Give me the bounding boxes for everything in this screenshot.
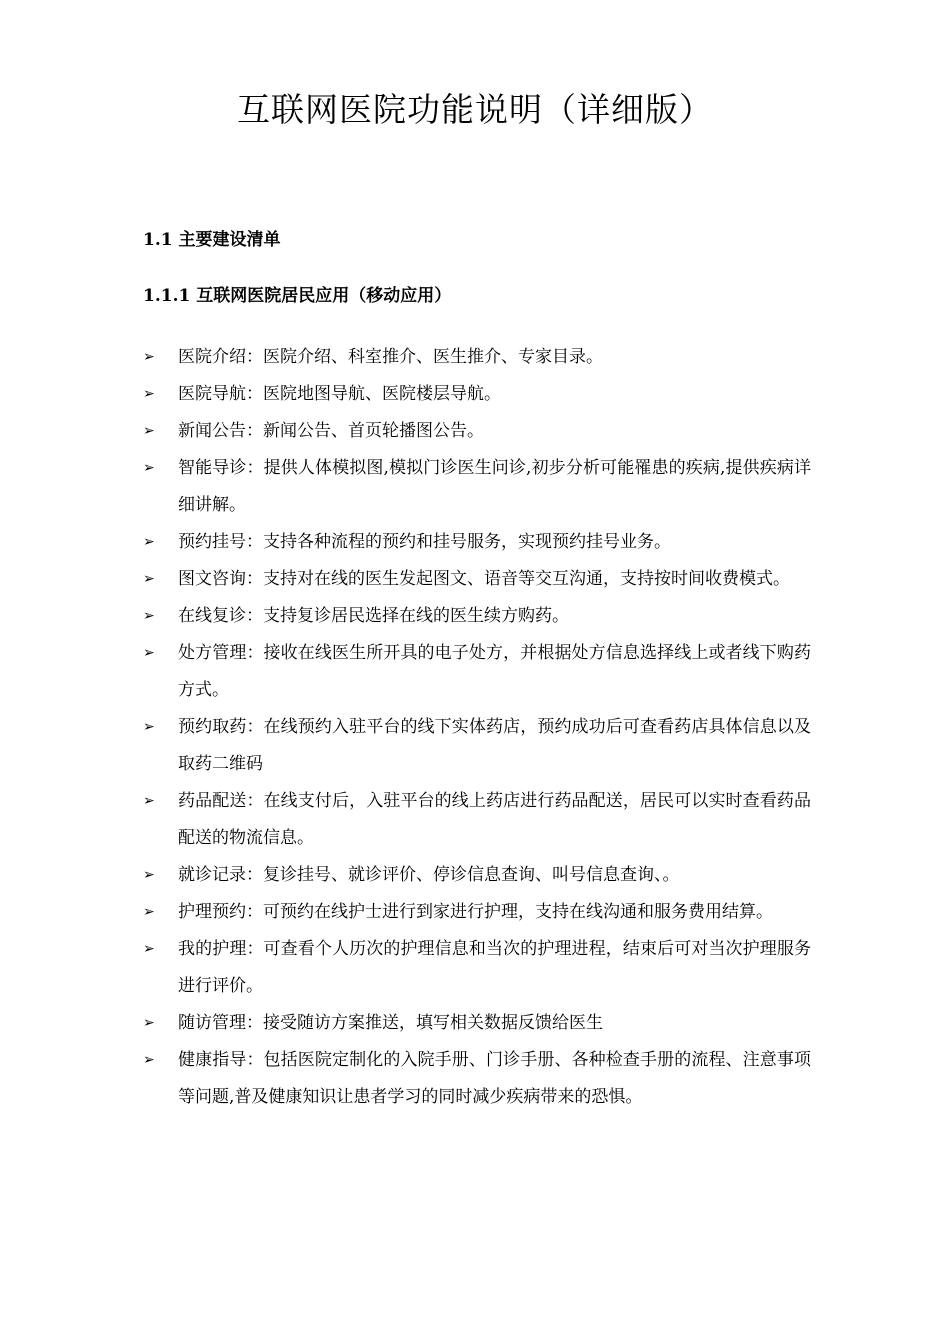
arrow-bullet-icon: ➢	[143, 349, 155, 365]
arrow-bullet-icon: ➢	[143, 423, 155, 439]
list-item-text: 随访管理：接受随访方案推送，填写相关数据反馈给医生	[178, 1013, 603, 1033]
list-item	[143, 376, 811, 413]
list-item-text: 新闻公告：新闻公告、首页轮播图公告。	[178, 421, 484, 441]
list-item	[143, 561, 811, 598]
list-item-text: 就诊记录：复诊挂号、就诊评价、停诊信息查询、叫号信息查询、。	[178, 865, 680, 885]
arrow-bullet-icon: ➢	[143, 386, 155, 402]
section-heading: 1.1 主要建设清单	[143, 230, 281, 250]
list-item-text: 药品配送：在线支付后，入驻平台的线上药店进行药品配送，居民可以实时查看药品配送的物流信息。	[178, 791, 811, 848]
list-item-text: 处方管理：接收在线医生所开具的电子处方，并根据处方信息选择线上或者线下购药方式。	[178, 643, 811, 700]
list-item-text: 预约取药：在线预约入驻平台的线下实体药店，预约成功后可查看药店具体信息以及取药二维码	[178, 717, 811, 774]
list-item	[143, 413, 811, 450]
list-item	[143, 894, 811, 931]
arrow-bullet-icon: ➢	[143, 571, 155, 587]
arrow-bullet-icon: ➢	[143, 1052, 155, 1068]
feature-list	[143, 339, 811, 1116]
list-item	[143, 1042, 811, 1116]
arrow-bullet-icon: ➢	[143, 867, 155, 883]
list-item-text: 预约挂号：支持各种流程的预约和挂号服务，实现预约挂号业务。	[178, 532, 671, 552]
list-item-text: 在线复诊：支持复诊居民选择在线的医生续方购药。	[178, 606, 569, 626]
list-item	[143, 339, 811, 376]
list-item-text: 图文咨询：支持对在线的医生发起图文、语音等交互沟通，支持按时间收费模式。	[178, 569, 790, 589]
arrow-bullet-icon: ➢	[143, 941, 155, 957]
list-item	[143, 931, 811, 1005]
list-item	[143, 857, 811, 894]
list-item	[143, 524, 811, 561]
document-title: 互联网医院功能说明（详细版）	[237, 90, 713, 129]
list-item	[143, 1005, 811, 1042]
arrow-bullet-icon: ➢	[143, 460, 155, 476]
arrow-bullet-icon: ➢	[143, 719, 155, 735]
list-item-text: 健康指导：包括医院定制化的入院手册、门诊手册、各种检查手册的流程、注意事项等问题,普及健康知识让患者学习的同时减少疾病带来的恐惧。	[178, 1050, 811, 1107]
arrow-bullet-icon: ➢	[143, 1015, 155, 1031]
list-item	[143, 598, 811, 635]
arrow-bullet-icon: ➢	[143, 534, 155, 550]
list-item	[143, 450, 811, 524]
arrow-bullet-icon: ➢	[143, 904, 155, 920]
list-item-text: 智能导诊：提供人体模拟图,模拟门诊医生问诊,初步分析可能罹患的疾病,提供疾病详细讲解。	[178, 458, 811, 515]
list-item	[143, 783, 811, 857]
arrow-bullet-icon: ➢	[143, 793, 155, 809]
list-item	[143, 635, 811, 709]
subsection-heading: 1.1.1 互联网医院居民应用（移动应用）	[143, 286, 452, 306]
list-item-text: 我的护理：可查看个人历次的护理信息和当次的护理进程，结束后可对当次护理服务进行评价。	[178, 939, 811, 996]
list-item-text: 医院导航：医院地图导航、医院楼层导航。	[178, 384, 501, 404]
arrow-bullet-icon: ➢	[143, 645, 155, 661]
list-item-text: 医院介绍：医院介绍、科室推介、医生推介、专家目录。	[178, 347, 603, 367]
list-item-text: 护理预约：可预约在线护士进行到家进行护理，支持在线沟通和服务费用结算。	[178, 902, 773, 922]
list-item	[143, 709, 811, 783]
arrow-bullet-icon: ➢	[143, 608, 155, 624]
